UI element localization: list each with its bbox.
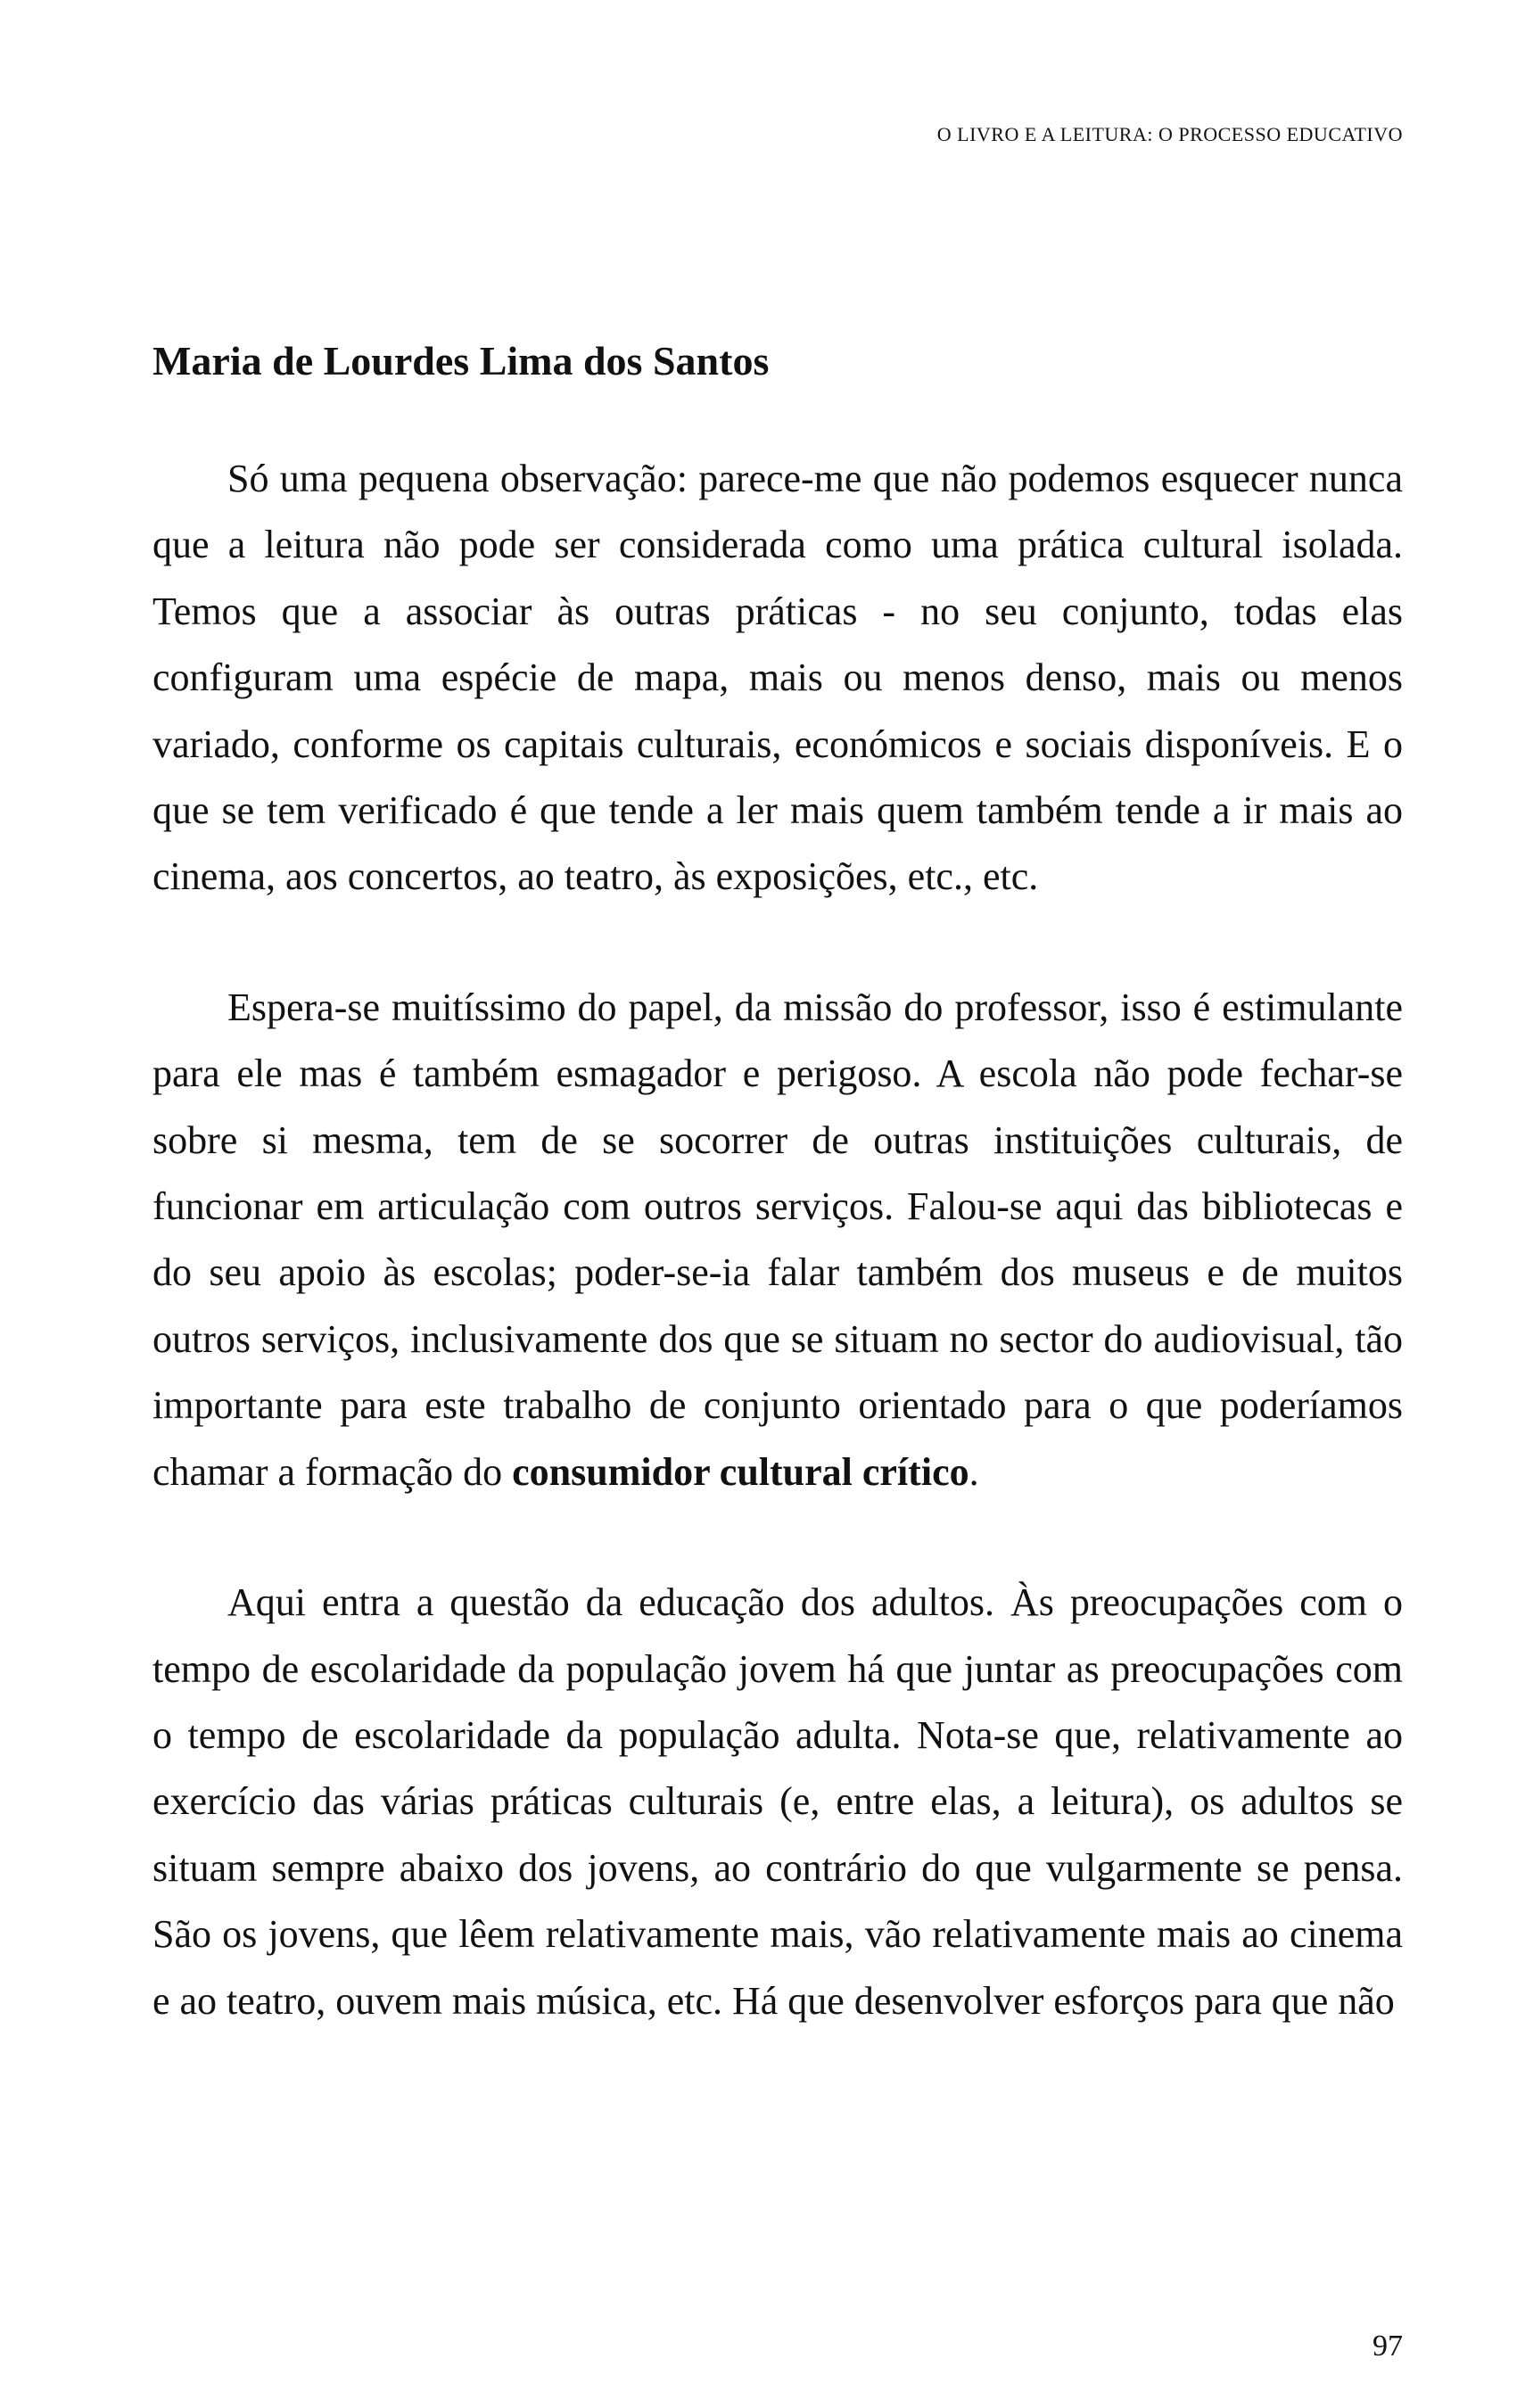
paragraph-2-emphasis: consumidor cultural crítico <box>512 1449 969 1494</box>
paragraph-1: Só uma pequena observação: parece-me que não podemos esquecer nunca que a leitura não pode ser considerada como uma prática cultural isolada. Temos que a associar às outras práticas - no seu conjunto, todas elas configuram uma espécie de mapa, mais ou menos denso, mais ou menos variado, conforme os capitais culturais, económicos e sociais disponíveis. E o que se tem verificado é que tende a ler mais quem também tende a ir mais ao cinema, aos concertos, ao teatro, às exposições, etc., etc. <box>152 457 1403 899</box>
paragraph-2-text: Espera-se muitíssimo do papel, da missão do professor, isso é estimulante para ele mas é também esmagador e perigoso. A escola não pode fechar-se sobre si mesma, tem de se socorrer de outras instituições culturais, de funcionar em articulação com outros serviços. Falou-se aqui das bibliotecas e do seu apoio às escolas; poder-se-ia falar também dos museus e de muitos outros serviços, inclusivamente dos que se situam no sector do audiovisual, tão importante para este trabalho de conjunto orientado para o que poderíamos chamar a formação do <box>152 985 1403 1494</box>
paragraph-2-end: . <box>969 1449 979 1494</box>
body-text <box>152 446 1403 2034</box>
speaker-name: Maria de Lourdes Lima dos Santos <box>152 338 770 383</box>
paragraph-3: Aqui entra a questão da educação dos adultos. Às preocupações com o tempo de escolaridade da população jovem há que juntar as preocupações com o tempo de escolaridade da população adulta. Nota-se que, relativamente ao exercício das várias práticas culturais (e, entre elas, a leitura), os adultos se situam sempre abaixo dos jovens, ao contrário do que vulgarmente se pensa. São os jovens, que lêem relativamente mais, vão relativamente mais ao cinema e ao teatro, ouvem mais música, etc. Há que desenvolver esforços para que não <box>152 1580 1403 2023</box>
running-header: O LIVRO E A LEITURA: O PROCESSO EDUCATIVO <box>936 123 1403 145</box>
paragraph-2 <box>152 975 1403 1505</box>
page-number: 97 <box>1372 2330 1403 2363</box>
